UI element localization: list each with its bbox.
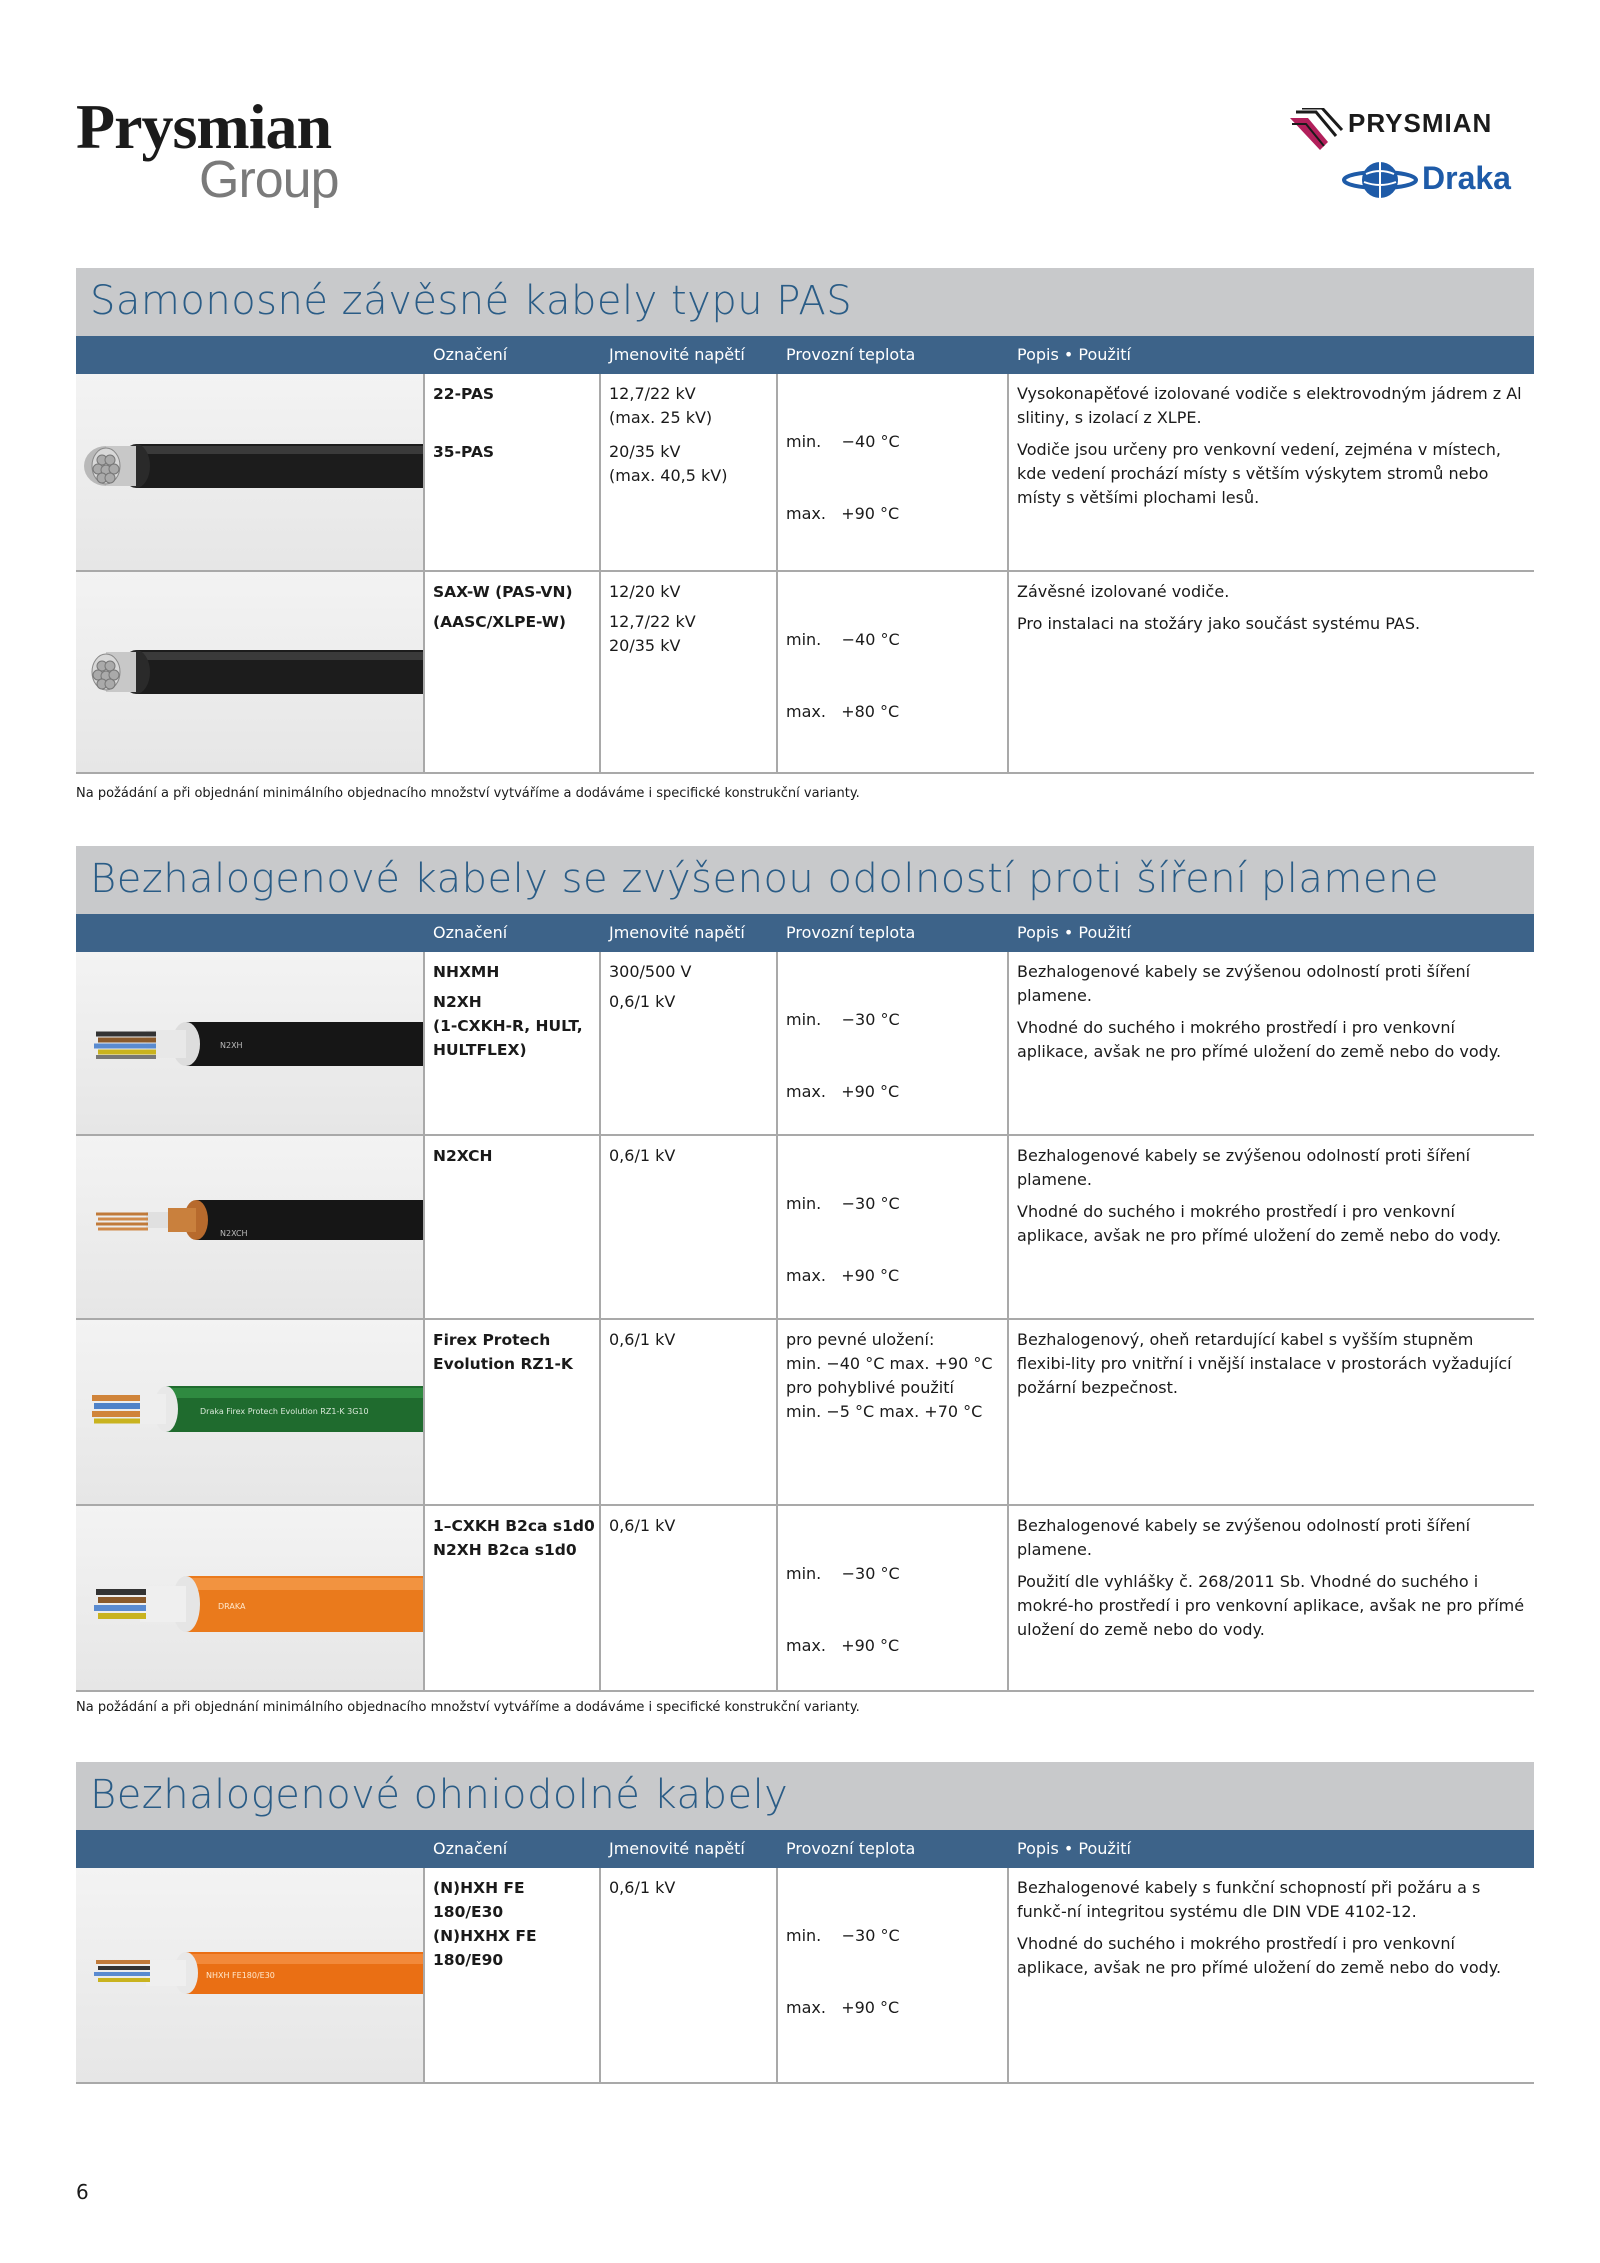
col-header-voltage: Jmenovité napětí — [609, 345, 745, 364]
section-title: Bezhalogenové kabely se zvýšenou odolností proti šíření plamene — [90, 856, 1439, 902]
product-name: NHXMH N2XH (1-CXKH-R, HULT, HULTFLEX) — [433, 963, 583, 1059]
description: Závěsné izolované vodiče. Pro instalaci na stožáry jako součást systému PAS. — [1017, 582, 1421, 633]
product-name: SAX-W (PAS-VN) (AASC/XLPE-W) — [433, 583, 573, 631]
cable-image — [76, 374, 423, 570]
section-halogen-free-cables — [76, 846, 1534, 1692]
table-row — [76, 1868, 1534, 2084]
cable-image — [76, 1868, 423, 2082]
col-header-name: Označení — [433, 345, 508, 364]
cable-image — [76, 1506, 423, 1690]
table-row — [76, 374, 1534, 572]
product-name: (N)HXH FE 180/E30 (N)HXHX FE 180/E90 — [433, 1879, 537, 1969]
col-header-name: Označení — [433, 923, 508, 942]
description: Bezhalogenové kabely se zvýšenou odolností proti šíření plamene. Použití dle vyhlášky č. 268/2011 Sb. Vhodné do suchého i mokré-ho prostředí i pro venkovní aplikace, avšak ne pro přímé uložení do země nebo do vody. — [1017, 1516, 1525, 1639]
draka-globe-icon — [1342, 158, 1418, 202]
operating-temperature: min. −40 °C max. +80 °C — [786, 630, 900, 721]
cable-print: NHXH FE180/E30 — [206, 1971, 275, 1980]
cable-print: DRAKA — [218, 1602, 246, 1611]
footnote: Na požádání a při objednání minimálního objednacího množství vytváříme a dodáváme i specifické konstrukční varianty. — [76, 1700, 860, 1715]
rated-voltage: 0,6/1 kV — [609, 1516, 676, 1535]
cable-image — [76, 1136, 423, 1318]
description: Bezhalogenové kabely s funkční schopností při požáru a s funkč-ní integritou systému dle DIN VDE 4102-12. Vhodné do suchého i mokrého prostředí i pro venkovní aplikace, avšak ne pro přímé uložení do země nebo do vody. — [1017, 1878, 1502, 1977]
table-row — [76, 1136, 1534, 1320]
description: Bezhalogenové kabely se zvýšenou odolností proti šíření plamene. Vhodné do suchého i mokrého prostředí i pro venkovní aplikace, avšak ne pro přímé uložení do země nebo do vody. — [1017, 962, 1502, 1061]
section-title-bar — [76, 1762, 1534, 1830]
col-header-temp: Provozní teplota — [786, 923, 916, 942]
table-row — [76, 572, 1534, 774]
section-title-bar — [76, 268, 1534, 336]
product-name: 1–CXKH B2ca s1d0 N2XH B2ca s1d0 — [433, 1517, 595, 1559]
product-name: N2XCH — [433, 1147, 493, 1165]
col-header-desc: Popis • Použití — [1017, 1839, 1131, 1858]
product-name: 22-PAS 35-PAS — [433, 385, 495, 461]
table-row — [76, 1320, 1534, 1506]
cable-print: Draka Firex Protech Evolution RZ1-K 3G10 — [200, 1407, 369, 1416]
section-pas-cables — [76, 268, 1534, 774]
description: Bezhalogenový, oheň retardující kabel s vyšším stupněm flexibi-lity pro vnitřní i vnější instalace v prostorách vyžadující požární bezpečnost. — [1017, 1330, 1512, 1397]
col-header-desc: Popis • Použití — [1017, 923, 1131, 942]
section-title: Samonosné závěsné kabely typu PAS — [90, 278, 853, 324]
operating-temperature: pro pevné uložení: min. −40 °C max. +90 °C pro pohyblivé použití min. −5 °C max. +70 °C — [786, 1330, 993, 1421]
section-fire-resistant-cables — [76, 1762, 1534, 2084]
table-row — [76, 1506, 1534, 1692]
prysmian-group-logo — [76, 91, 376, 215]
operating-temperature: min. −40 °C max. +90 °C — [786, 432, 900, 523]
description: Bezhalogenové kabely se zvýšenou odolností proti šíření plamene. Vhodné do suchého i mokrého prostředí i pro venkovní aplikace, avšak ne pro přímé uložení do země nebo do vody. — [1017, 1146, 1502, 1245]
cable-print: N2XCH — [220, 1229, 248, 1238]
description: Vysokonapěťové izolované vodiče s elektrovodným jádrem z Al slitiny, s izolací z XLPE. Vodiče jsou určeny pro venkovní vedení, zejména v místech, kde vedení prochází místy s větším výskytem stromů nebo místy s většími plochami lesů. — [1017, 384, 1522, 507]
logo-line2: Group — [199, 151, 339, 209]
section-title: Bezhalogenové ohniodolné kabely — [90, 1772, 789, 1818]
rated-voltage: 0,6/1 kV — [609, 1878, 676, 1897]
cable-image — [76, 1320, 423, 1504]
operating-temperature: min. −30 °C max. +90 °C — [786, 1010, 900, 1101]
operating-temperature: min. −30 °C max. +90 °C — [786, 1564, 900, 1655]
section-title-bar — [76, 846, 1534, 914]
table-header — [76, 914, 1534, 952]
table-header — [76, 1830, 1534, 1868]
col-header-temp: Provozní teplota — [786, 1839, 916, 1858]
table-header — [76, 336, 1534, 374]
col-header-voltage: Jmenovité napětí — [609, 1839, 745, 1858]
col-header-voltage: Jmenovité napětí — [609, 923, 745, 942]
footnote: Na požádání a při objednání minimálního objednacího množství vytváříme a dodáváme i specifické konstrukční varianty. — [76, 786, 860, 801]
rated-voltage: 12/20 kV 12,7/22 kV 20/35 kV — [609, 582, 696, 655]
cable-print: N2XH — [220, 1041, 243, 1050]
operating-temperature: min. −30 °C max. +90 °C — [786, 1926, 900, 2017]
prysmian-draka-logos — [1290, 108, 1530, 208]
col-header-name: Označení — [433, 1839, 508, 1858]
draka-wordmark: Draka — [1422, 160, 1511, 196]
rated-voltage: 300/500 V 0,6/1 kV — [609, 962, 692, 1011]
operating-temperature: min. −30 °C max. +90 °C — [786, 1194, 900, 1285]
col-header-desc: Popis • Použití — [1017, 345, 1131, 364]
prysmian-wordmark: PRYSMIAN — [1348, 108, 1493, 138]
product-name: Firex Protech Evolution RZ1-K — [433, 1331, 573, 1373]
logo-line1: Prysmian — [76, 91, 332, 162]
prysmian-mark-icon — [1290, 108, 1346, 150]
page-number: 6 — [76, 2180, 89, 2204]
rated-voltage: 0,6/1 kV — [609, 1330, 676, 1349]
col-header-temp: Provozní teplota — [786, 345, 916, 364]
rated-voltage: 12,7/22 kV (max. 25 kV) 20/35 kV (max. 40,5 kV) — [609, 384, 728, 485]
table-row — [76, 952, 1534, 1136]
rated-voltage: 0,6/1 kV — [609, 1146, 676, 1165]
cable-image — [76, 952, 423, 1134]
cable-image — [76, 572, 423, 772]
